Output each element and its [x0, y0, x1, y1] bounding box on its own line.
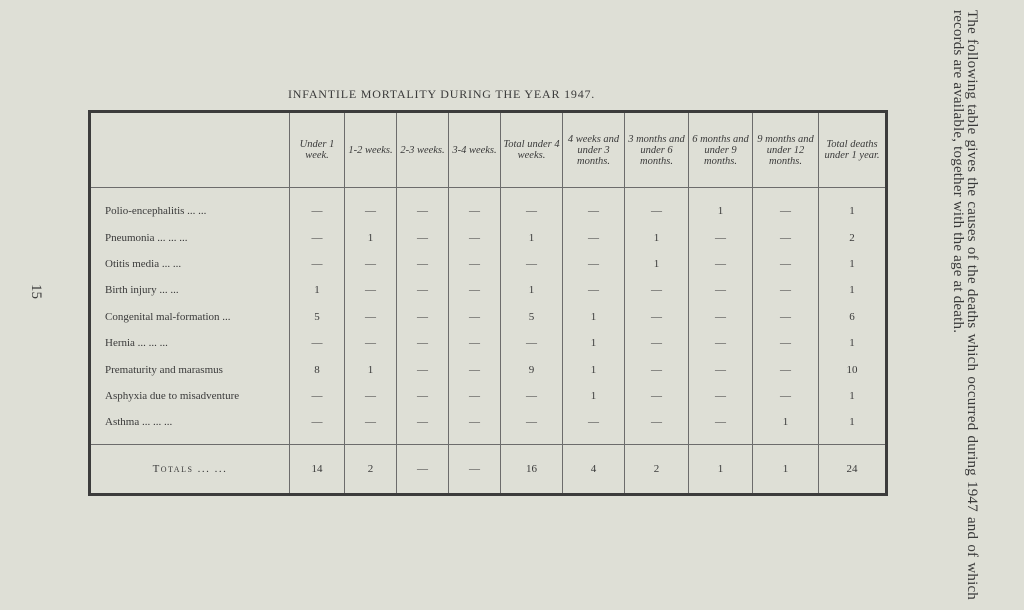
table-cell: 1 — [819, 251, 887, 277]
totals-cell: 24 — [819, 444, 887, 494]
table-cell: 1 — [819, 277, 887, 303]
cause-label: Asphyxia due to misadventure — [105, 389, 240, 402]
table-cell: — — [753, 356, 819, 382]
table-cell: — — [345, 251, 397, 277]
table-cell: 1 — [563, 356, 625, 382]
table-cell: — — [449, 383, 501, 409]
table-cell: — — [501, 251, 563, 277]
totals-cell: 2 — [345, 444, 397, 494]
table-cell: — — [689, 383, 753, 409]
totals-row — [90, 444, 887, 494]
table-cell: — — [397, 383, 449, 409]
table-cell: — — [689, 330, 753, 356]
table-cell: — — [397, 356, 449, 382]
table-cell: — — [563, 409, 625, 444]
table-cell: — — [449, 356, 501, 382]
table-cell: — — [753, 188, 819, 225]
table-cell: — — [501, 383, 563, 409]
table-row — [90, 409, 887, 444]
table-cell: — — [290, 409, 345, 444]
header-row — [90, 112, 887, 188]
table-cell: — — [501, 188, 563, 225]
table-cell: 1 — [819, 383, 887, 409]
totals-cell: 4 — [563, 444, 625, 494]
table-cell: — — [753, 251, 819, 277]
table-cell: 1 — [689, 188, 753, 225]
table-cell: — — [397, 330, 449, 356]
column-header — [90, 112, 290, 188]
table-cell: — — [689, 409, 753, 444]
table-cell: 1 — [625, 251, 689, 277]
table-cell: — — [449, 188, 501, 225]
table-title: INFANTILE MORTALITY DURING THE YEAR 1947. — [288, 87, 596, 101]
table-cell: — — [689, 224, 753, 250]
cause-label: Otitis media ... ... — [105, 257, 182, 270]
table-cell: 9 — [501, 356, 563, 382]
intro-text: The following table gives the causes of the deaths which occurred during 1947 and of which records are available, together with the age at death. — [950, 10, 980, 600]
table-cell: — — [625, 383, 689, 409]
table-row — [90, 188, 887, 225]
table-cell: — — [625, 304, 689, 330]
table-cell: 1 — [501, 224, 563, 250]
cause-label: Congenital mal-formation ... — [105, 310, 231, 323]
column-header: 1-2 weeks. — [345, 112, 397, 188]
table-cell: — — [345, 304, 397, 330]
totals-cell: 16 — [501, 444, 563, 494]
table-cell: — — [345, 383, 397, 409]
table-row — [90, 251, 887, 277]
totals-cell: 14 — [290, 444, 345, 494]
column-header: Total under 4 weeks. — [501, 112, 563, 188]
table-cell: — — [563, 224, 625, 250]
cause-label: Hernia ... ... ... — [105, 337, 168, 350]
table-row — [90, 224, 887, 250]
table-cell: — — [397, 224, 449, 250]
table-cell: — — [397, 409, 449, 444]
cause-label: Asthma ... ... ... — [105, 416, 173, 429]
intro-paragraph — [892, 10, 978, 600]
table-cell: — — [397, 251, 449, 277]
table-cell: — — [753, 330, 819, 356]
table-cell: — — [625, 188, 689, 225]
table-cell: — — [345, 409, 397, 444]
table-cell: — — [689, 277, 753, 303]
table-row — [90, 383, 887, 409]
table-cell: 10 — [819, 356, 887, 382]
totals-cell: — — [449, 444, 501, 494]
column-header: 3 months and under 6 months. — [625, 112, 689, 188]
column-header: 2-3 weeks. — [397, 112, 449, 188]
totals-cell: — — [397, 444, 449, 494]
table-cell: — — [563, 188, 625, 225]
table-cell: — — [689, 356, 753, 382]
table-cell: 1 — [819, 188, 887, 225]
table-cell: — — [397, 188, 449, 225]
table-cell: — — [397, 304, 449, 330]
table-cell: 1 — [753, 409, 819, 444]
table-cell: — — [449, 224, 501, 250]
column-header: Total deaths under 1 year. — [819, 112, 887, 188]
table-cell: — — [625, 277, 689, 303]
table-cell: — — [449, 304, 501, 330]
table-cell: — — [753, 277, 819, 303]
totals-label: Totals ... ... — [90, 444, 290, 494]
table-cell: — — [625, 330, 689, 356]
cause-label: Polio-encephalitis ... ... — [105, 205, 207, 218]
table-cell: — — [753, 224, 819, 250]
table-cell: — — [345, 188, 397, 225]
table-cell: 2 — [819, 224, 887, 250]
table-cell: — — [563, 251, 625, 277]
table-cell: 5 — [290, 304, 345, 330]
table-cell: — — [753, 304, 819, 330]
table-cell: 6 — [819, 304, 887, 330]
table-cell: — — [449, 409, 501, 444]
totals-cell: 1 — [753, 444, 819, 494]
table-cell: — — [449, 330, 501, 356]
table-cell: — — [345, 330, 397, 356]
totals-cell: 1 — [689, 444, 753, 494]
table-cell: — — [290, 188, 345, 225]
table-cell: 1 — [501, 277, 563, 303]
table-row — [90, 304, 887, 330]
table-cell: 1 — [563, 304, 625, 330]
table-cell: — — [501, 330, 563, 356]
table-cell: — — [689, 304, 753, 330]
table-cell: — — [397, 277, 449, 303]
table-cell: 1 — [345, 224, 397, 250]
column-header: 6 months and under 9 months. — [689, 112, 753, 188]
table-cell: — — [290, 383, 345, 409]
table-cell: 1 — [819, 330, 887, 356]
table-cell: — — [501, 409, 563, 444]
column-header: Under 1 week. — [290, 112, 345, 188]
table-cell: — — [449, 251, 501, 277]
page-number: 15 — [28, 284, 44, 299]
column-header: 4 weeks and under 3 months. — [563, 112, 625, 188]
table-cell: — — [689, 251, 753, 277]
column-header: 9 months and under 12 months. — [753, 112, 819, 188]
table-row — [90, 330, 887, 356]
table-cell: 1 — [345, 356, 397, 382]
table-cell: — — [563, 277, 625, 303]
table-row — [90, 277, 887, 303]
totals-cell: 2 — [625, 444, 689, 494]
table-cell: — — [290, 224, 345, 250]
table-cell: — — [625, 409, 689, 444]
table-cell: 5 — [501, 304, 563, 330]
column-header: 3-4 weeks. — [449, 112, 501, 188]
table-cell: 8 — [290, 356, 345, 382]
table-cell: — — [290, 330, 345, 356]
cause-label: Pneumonia ... ... ... — [105, 231, 188, 244]
table-cell: 1 — [563, 330, 625, 356]
table-cell: — — [290, 251, 345, 277]
cause-label: Birth injury ... ... — [105, 284, 179, 297]
table-cell: — — [753, 383, 819, 409]
table-row — [90, 356, 887, 382]
table-cell: 1 — [819, 409, 887, 444]
table-cell: 1 — [290, 277, 345, 303]
table-cell: — — [449, 277, 501, 303]
cause-label: Prematurity and marasmus — [105, 363, 223, 376]
table-cell: 1 — [563, 383, 625, 409]
mortality-table — [88, 110, 888, 496]
table-cell: — — [625, 356, 689, 382]
table-cell: 1 — [625, 224, 689, 250]
table-cell: — — [345, 277, 397, 303]
